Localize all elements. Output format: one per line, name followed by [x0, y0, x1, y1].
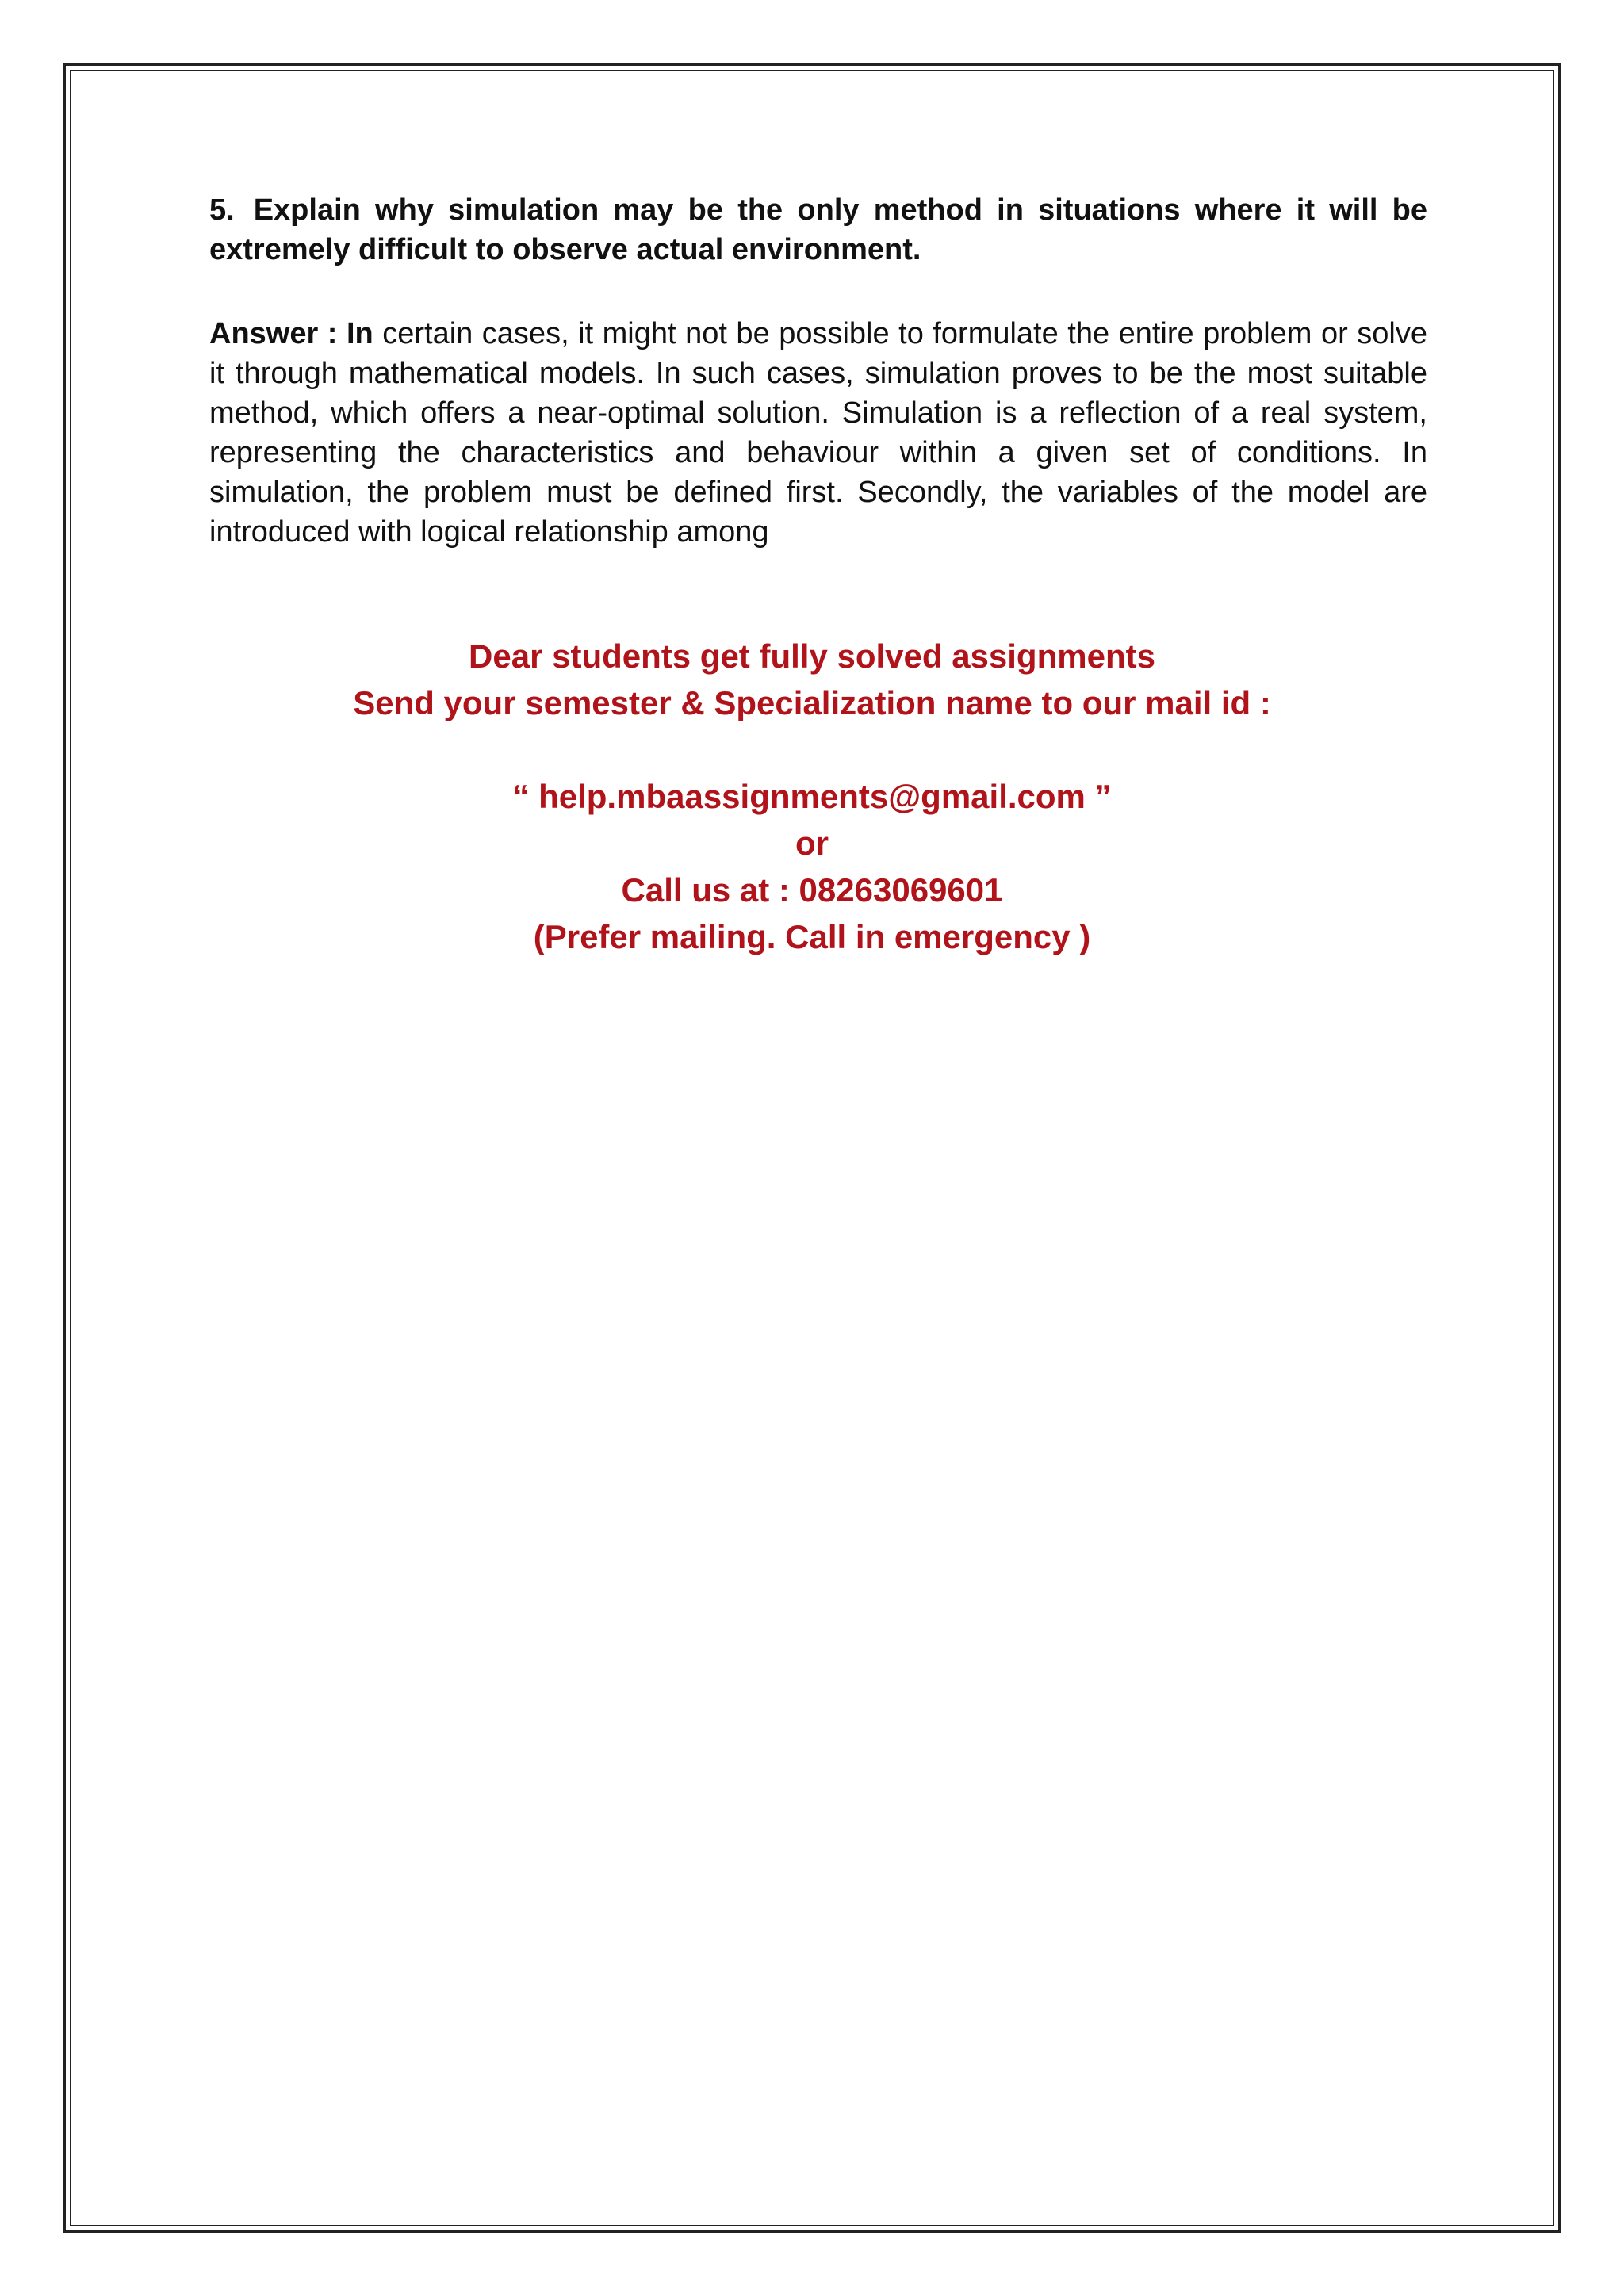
promo-block — [70, 633, 1554, 960]
answer-text: certain cases, it might not be possible to formulate the entire problem or solve it through mathematical models. In such cases, simulation proves to be the most suitable method, which offers a near-optimal solution. Simulation is a reflection of a real system, representing the characteristics and behaviour within a given set of conditions. In simulation, the problem must be defined first. Secondly, the variables of the model are introduced with logical relationship among — [209, 317, 1427, 549]
promo-phone: Call us at : 08263069601 — [621, 871, 1003, 909]
document-content — [209, 190, 1427, 552]
question-text: Explain why simulation may be the only method in situations where it will be extremely difficult to observe actual environment. — [209, 193, 1427, 266]
promo-note: (Prefer mailing. Call in emergency ) — [533, 918, 1091, 955]
answer-paragraph — [209, 314, 1427, 552]
promo-email: “ help.mbaassignments@gmail.com ” — [512, 778, 1112, 815]
question-heading — [209, 190, 1427, 270]
question-number: 5. — [209, 193, 235, 227]
promo-spacer — [70, 726, 1554, 773]
promo-or: or — [795, 825, 829, 862]
promo-line-2: Send your semester & Specialization name to our mail id : — [353, 684, 1271, 721]
answer-label: Answer : In — [209, 317, 373, 350]
promo-line-1: Dear students get fully solved assignments — [469, 637, 1155, 675]
